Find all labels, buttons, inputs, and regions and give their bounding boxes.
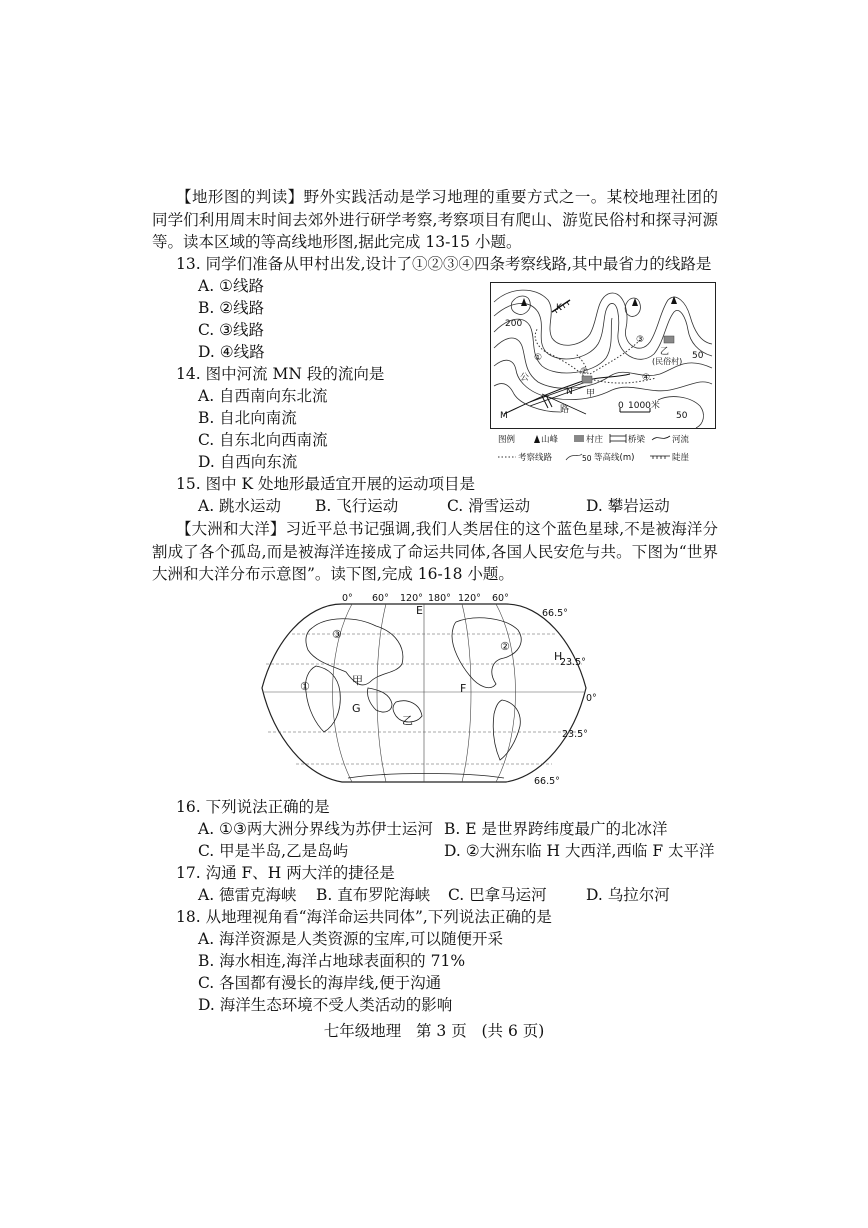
question-18-stem: 18. 从地理视角看“海洋命运共同体”,下列说法正确的是 [176,908,552,926]
question-16-option-d[interactable]: D. ②大洲东临 H 大西洋,西临 F 太平洋 [444,842,715,860]
question-14-option-b[interactable]: B. 自北向南流 [198,409,297,427]
legend-cliff: 陡崖 [672,453,690,463]
point-k-label: K [556,303,562,313]
road-label-lu: 路 [560,405,570,415]
question-18-option-c[interactable]: C. 各国都有漫长的海岸线,便于沟通 [198,974,442,992]
question-15-option-b[interactable]: B. 飞行运动 [315,497,399,515]
lat-label-66n: 66.5° [542,608,568,619]
question-15-option-d[interactable]: D. 攀岩运动 [586,497,670,515]
world-map [256,592,597,790]
point-yi-label: 乙 [402,714,413,727]
river-icon [652,436,670,440]
ocean-f-label: F [460,682,467,695]
question-13-option-a[interactable]: A. ①线路 [198,277,264,295]
section-intro-continents: 【大洲和大洋】习近平总书记强调,我们人类居住的这个蓝色星球,不是被海洋分割成了各个孤岛,而是被海洋连接成了命运共同体,各国人民安危与共。下图为“世界大洲和大洋分布示意图”。读下图,完成 16-18 小题。 [152,520,718,583]
scale-zero: 0 [618,401,624,411]
question-18-option-d[interactable]: D. 海洋生态环境不受人类活动的影响 [198,996,453,1014]
page-footer: 七年级地理 第 3 页 (共 6 页) [323,1022,545,1040]
question-15-option-c[interactable]: C. 滑雪运动 [447,497,531,515]
question-18-option-a[interactable]: A. 海洋资源是人类资源的宝库,可以随便开采 [198,930,503,948]
continent-1-label: ① [300,680,310,693]
bridge-icon [610,434,626,443]
village-yi-label: 乙 [660,347,670,357]
lon-label-120w: 120° [458,593,481,604]
legend-village: 村庄 [586,435,604,445]
river-point-n: N [566,387,573,397]
lon-label-60w: 60° [492,593,509,604]
route-3-label: ③ [636,335,645,345]
question-17-option-d[interactable]: D. 乌拉尔河 [586,886,670,904]
route-1-label: ① [534,353,543,363]
question-14-option-d[interactable]: D. 自西向东流 [198,453,298,471]
contour-label-50-a: 50 [692,351,704,361]
question-16-option-c[interactable]: C. 甲是半岛,乙是岛屿 [198,842,349,860]
lon-label-120e: 120° [400,593,423,604]
question-13-option-d[interactable]: D. ④线路 [198,343,265,361]
legend-bridge: 桥梁 [628,435,646,445]
lon-label-60e: 60° [372,593,389,604]
question-13-option-c[interactable]: C. ③线路 [198,321,265,339]
contour-label-200: 200 [505,319,523,329]
lon-label-0: 0° [342,593,353,604]
question-17-option-c[interactable]: C. 巴拿马运河 [448,886,547,904]
legend-route: 考察线路 [518,453,553,463]
question-13-stem: 13. 同学们准备从甲村出发,设计了①②③④四条考察线路,其中最省力的线路是 [176,255,712,273]
question-15-stem: 15. 图中 K 处地形最适宜开展的运动项目是 [176,475,476,493]
question-14-option-c[interactable]: C. 自东北向西南流 [198,431,328,449]
question-17-option-b[interactable]: B. 直布罗陀海峡 [316,886,431,904]
question-13-option-b[interactable]: B. ②线路 [198,299,265,317]
legend-contour-value: 50 [582,454,592,463]
lat-label-23s: 23.5° [562,729,588,740]
question-16-option-a[interactable]: A. ①③两大洲分界线为苏伊士运河 [198,820,433,838]
section-intro-topography: 【地形图的判读】野外实践活动是学习地理的重要方式之一。某校地理社团的同学们利用周末时间去郊外进行研学考察,考察项目有爬山、游览民俗村和探寻河源等。读本区域的等高线地形图,据此完成 13-15 小题。 [152,188,718,251]
scale-label: 1000米 [628,401,660,411]
question-14-option-a[interactable]: A. 自西南向东北流 [198,387,328,405]
legend-river: 河流 [672,435,690,445]
legend-contour: 等高线(m) [594,453,635,463]
folk-village-label: (民俗村) [652,357,683,366]
continent-3-label: ③ [332,628,342,641]
question-14-stem: 14. 图中河流 MN 段的流向是 [176,365,385,383]
river-point-m: M [500,411,508,421]
lat-label-23n: 23.5° [560,657,586,668]
village-jia-label: 甲 [586,389,596,399]
question-16-stem: 16. 下列说法正确的是 [176,798,330,816]
ocean-e-label: E [416,604,423,617]
question-17-option-a[interactable]: A. 德雷克海峡 [198,886,297,904]
ocean-h-label: H [554,650,563,663]
question-18-option-b[interactable]: B. 海水相连,海洋占地球表面积的 71% [198,952,466,970]
cliff-icon [650,456,670,459]
question-16-option-b[interactable]: B. E 是世界跨纬度最广的北冰洋 [444,820,668,838]
legend-title: 图例 [498,435,516,445]
lat-label-66s: 66.5° [534,776,560,787]
village-icon [574,435,584,442]
route-4-label: ④ [642,373,651,383]
peak-icon [534,435,540,443]
contour-icon [566,454,582,460]
legend-peak: 山峰 [541,435,559,445]
ocean-g-label: G [352,702,361,715]
question-15-option-a[interactable]: A. 跳水运动 [198,497,282,515]
continent-2-label: ② [500,640,510,653]
lon-label-180: 180° [428,593,451,604]
contour-label-50-b: 50 [676,411,688,421]
route-2-label: ② [580,367,589,377]
lat-label-0: 0° [586,693,597,704]
question-17-stem: 17. 沟通 F、H 两大洋的捷径是 [176,864,395,882]
road-label-gong: 公 [520,373,530,383]
contour-map [490,282,716,464]
point-jia-label: 甲 [352,674,363,687]
